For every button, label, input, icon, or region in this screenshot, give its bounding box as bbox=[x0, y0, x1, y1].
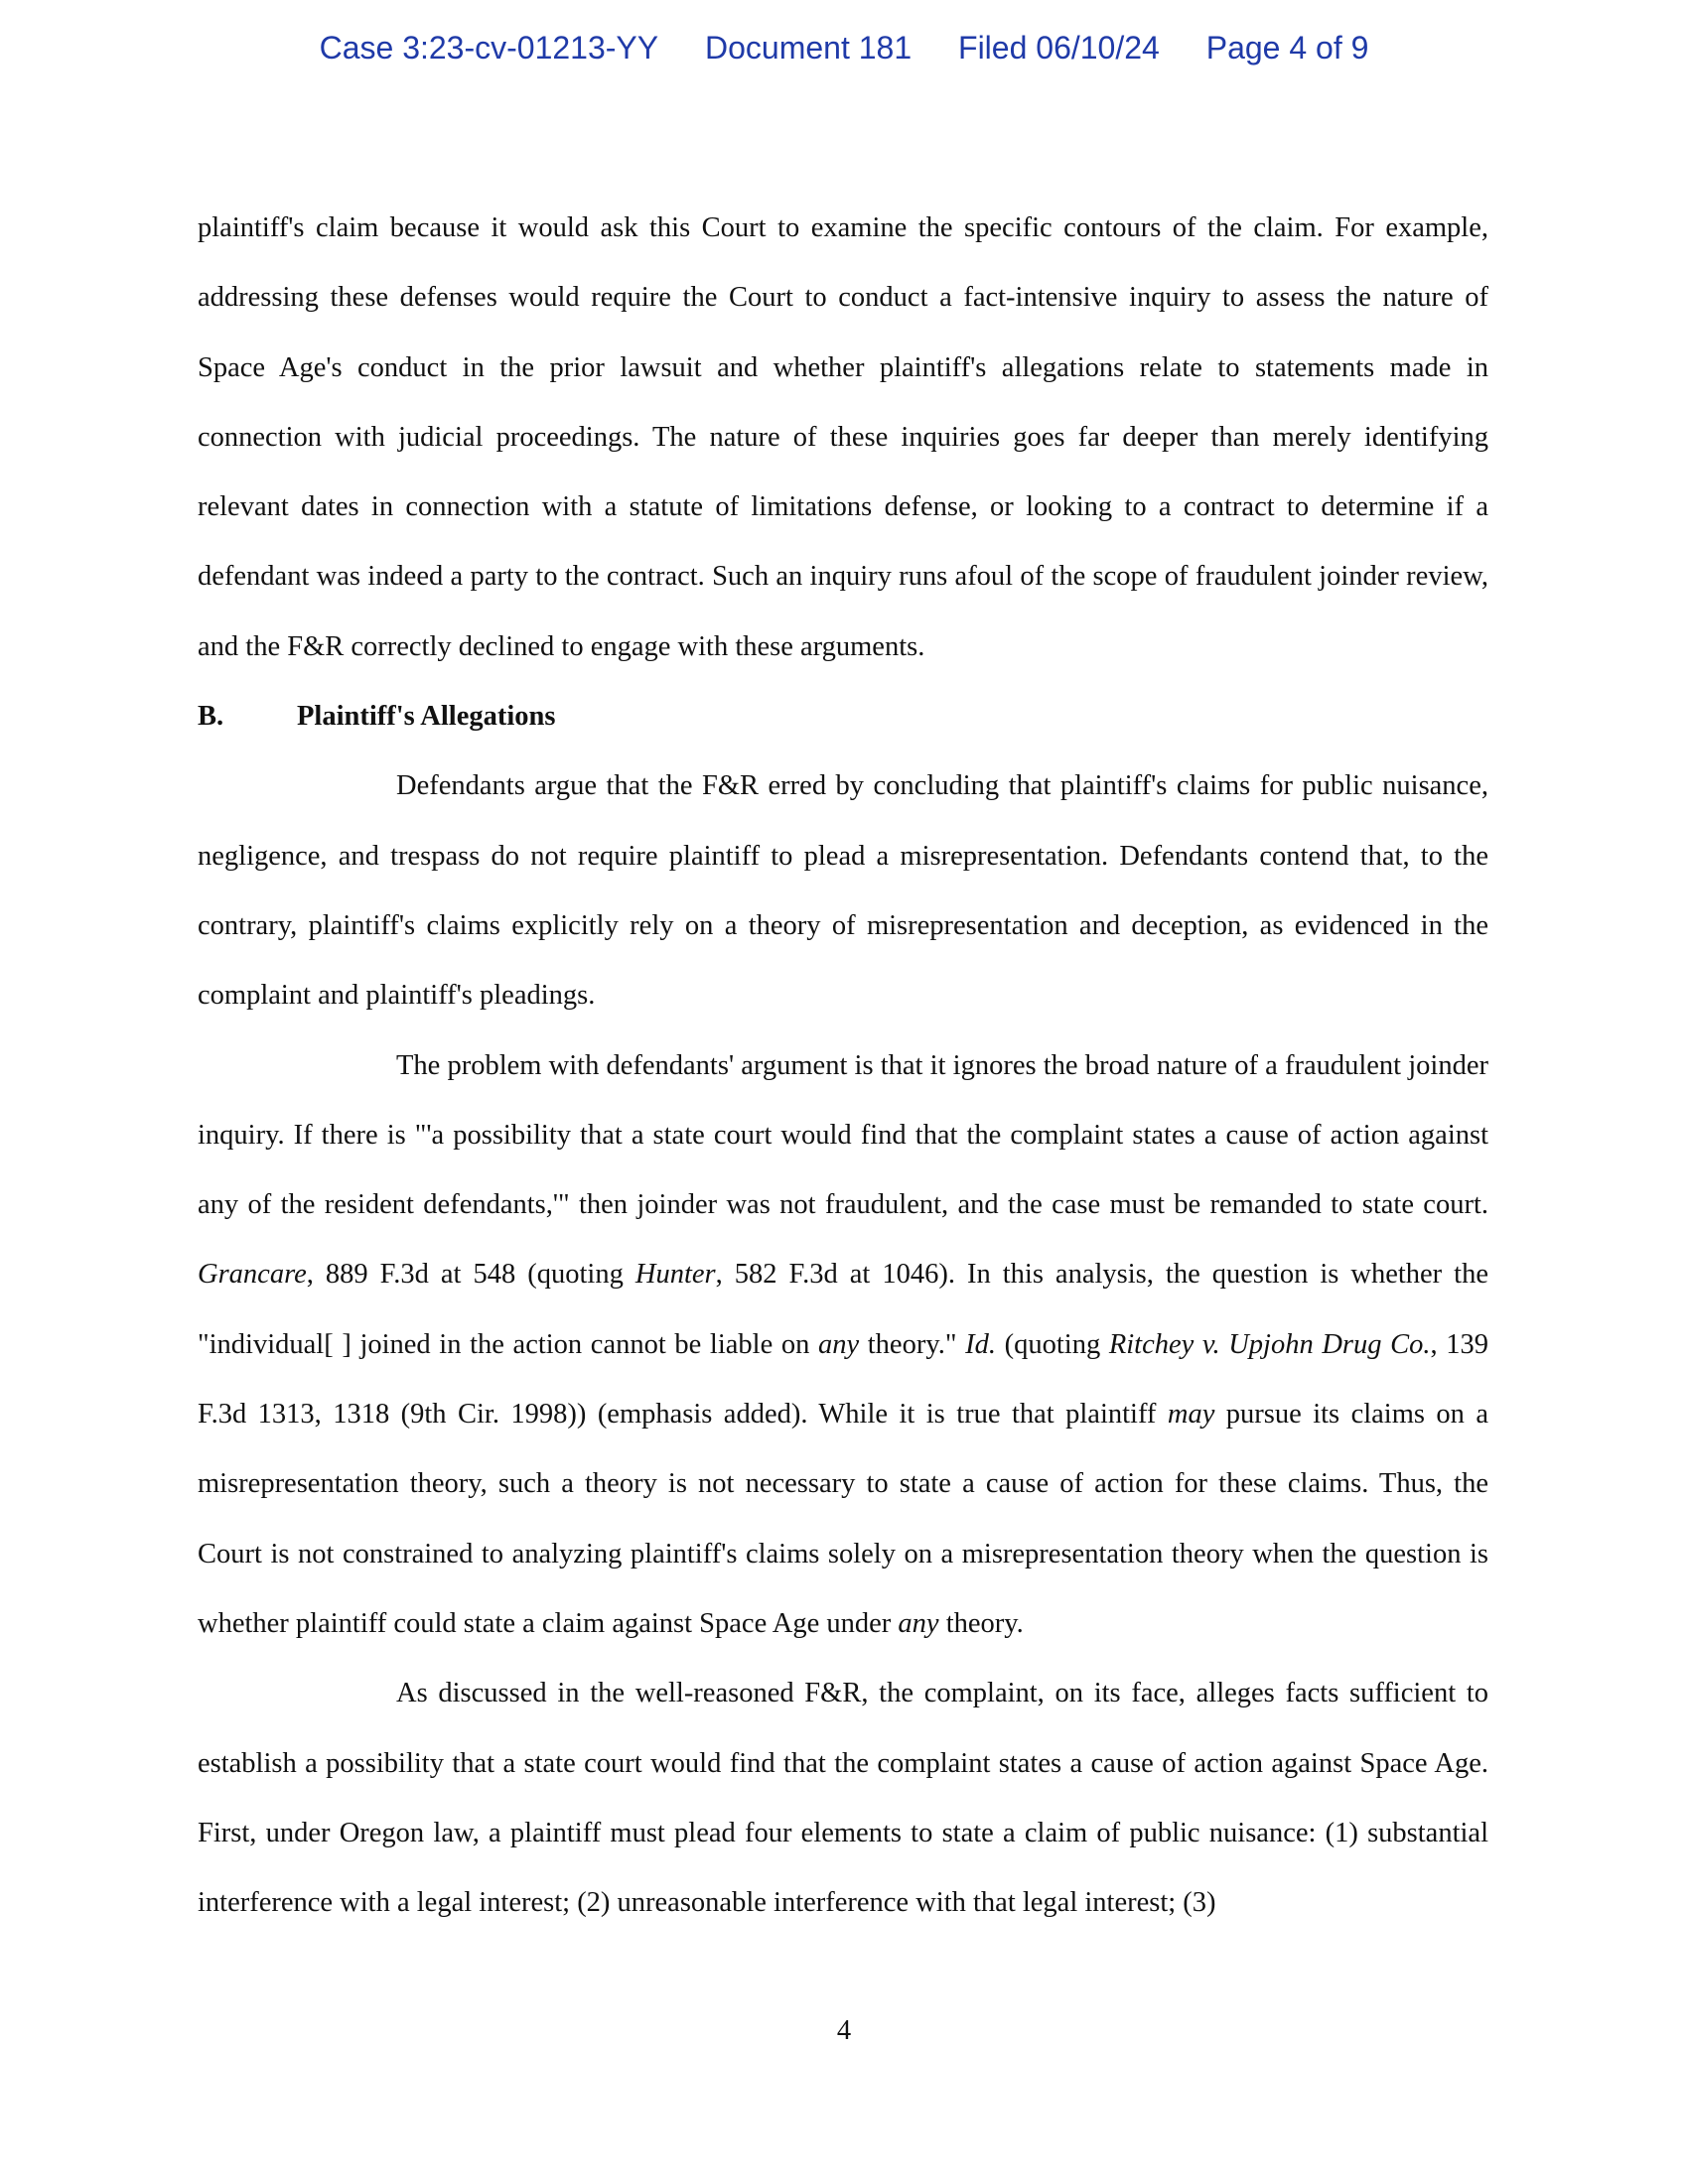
paragraph-3 bbox=[198, 1031, 1488, 1660]
case-citation: Ritchey v. Upjohn Drug Co. bbox=[1108, 1328, 1431, 1360]
case-citation: Hunter bbox=[634, 1259, 716, 1291]
section-heading-b bbox=[198, 682, 1488, 751]
emphasis: may bbox=[1167, 1399, 1215, 1431]
case-number: Case 3:23-cv-01213-YY bbox=[319, 30, 659, 66]
text-run: theory." bbox=[859, 1328, 966, 1360]
page-indicator: Page 4 of 9 bbox=[1205, 30, 1369, 66]
ecf-header bbox=[0, 30, 1688, 67]
document-number: Document 181 bbox=[705, 30, 913, 66]
case-citation: Id. bbox=[965, 1328, 996, 1360]
emphasis: any bbox=[817, 1328, 860, 1360]
page-number: 4 bbox=[836, 2015, 852, 2046]
paragraph-1: plaintiff's claim because it would ask this Court to examine the specific contours of the claim. For example, addressing these defenses would require the Court to conduct a fact-intensive inquiry to assess the nature of Space Age's conduct in the prior lawsuit and whether plaintiff's allegations relate to statements made in connection with judicial proceedings. The nature of these inquiries goes far deeper than merely identifying relevant dates in connection with a statute of limitations defense, or looking to a contract to determine if a defendant was indeed a party to the contract. Such an inquiry runs afoul of the scope of fraudulent joinder review, and the F&R correctly declined to engage with these arguments. bbox=[198, 212, 1488, 662]
section-letter: B. bbox=[198, 701, 224, 733]
text-run: , 139 F.3d 1313, 1318 (9th Cir. 1998)) (emphasis added). While it is true that plaintiff bbox=[198, 1328, 1489, 1431]
text-run: , 582 F.3d at 1046). In this analysis, the question is whether the "individual[ ] joined in the action cannot be liable on bbox=[198, 1259, 1488, 1360]
filed-date: Filed 06/10/24 bbox=[958, 30, 1160, 66]
case-citation: Grancare bbox=[198, 1259, 307, 1291]
text-run: (quoting bbox=[996, 1328, 1109, 1360]
section-title: Plaintiff's Allegations bbox=[297, 701, 556, 733]
text-run: The problem with defendants' argument is that it ignores the broad nature of a fraudulent joinder inquiry. If there is "'a possibility that a state court would find that the complaint states a cause of action against any of the resident defendants,'" then joinder was not fraudulent, and the case must be remanded to state court. bbox=[198, 1049, 1488, 1221]
text-run: , 889 F.3d at 548 (quoting bbox=[306, 1259, 635, 1291]
text-run: theory. bbox=[938, 1607, 1024, 1639]
text-run: pursue its claims on a misrepresentation theory, such a theory is not necessary to state a cause of action for these claims. Thus, the Court is not constrained to analyzing plaintiff's claims solely on a misrepresentation theory when the question is whether plaintiff could state a claim against Space Age under bbox=[198, 1399, 1488, 1639]
paragraph-2: Defendants argue that the F&R erred by concluding that plaintiff's claims for public nuisance, negligence, and trespass do not require plaintiff to plead a misrepresentation. Defendants contend that, to the contrary, plaintiff's claims explicitly rely on a theory of misrepresentation and deception, as evidenced in the complaint and plaintiff's pleadings. bbox=[198, 770, 1488, 1012]
paragraph-4: As discussed in the well-reasoned F&R, the complaint, on its face, alleges facts sufficient to establish a possibility that a state court would find that the complaint states a cause of action against Space Age. First, under Oregon law, a plaintiff must plead four elements to state a claim of public nuisance: (1) substantial interference with a legal interest; (2) unreasonable interference with that legal interest; (3) bbox=[198, 1678, 1488, 1919]
emphasis: any bbox=[898, 1607, 939, 1639]
document-body bbox=[198, 194, 1488, 1938]
